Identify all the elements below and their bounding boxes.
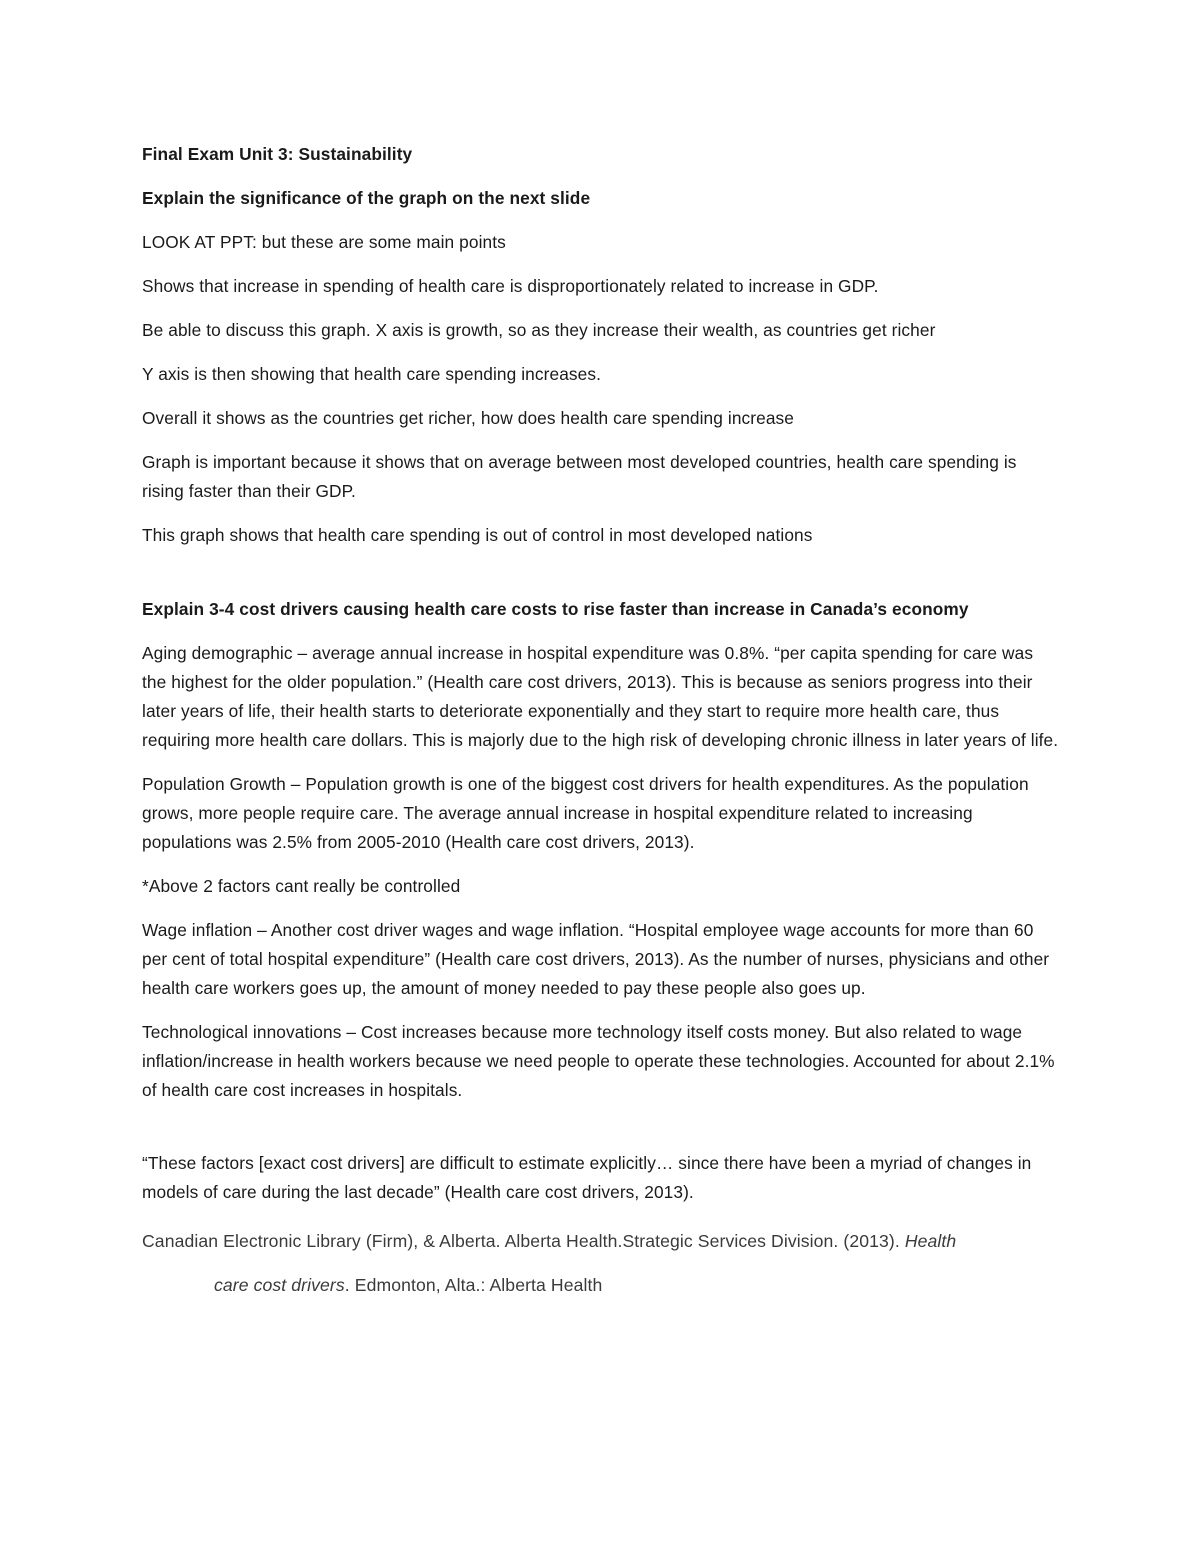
paragraph: LOOK AT PPT: but these are some main points bbox=[142, 232, 506, 252]
reference-line1 bbox=[142, 1227, 1062, 1256]
paragraph: Be able to discuss this graph. X axis is growth, so as they increase their wealth, as countries get richer bbox=[142, 320, 936, 340]
paragraph: Shows that increase in spending of health care is disproportionately related to increase in GDP. bbox=[142, 276, 879, 296]
section1-heading: Explain the significance of the graph on the next slide bbox=[142, 188, 591, 208]
paragraph: *Above 2 factors cant really be controlled bbox=[142, 876, 461, 896]
reference-authors: Canadian Electronic Library (Firm), & Alberta. Alberta Health.Strategic Services Division. (2013). bbox=[142, 1231, 905, 1251]
paragraph: Aging demographic – average annual increase in hospital expenditure was 0.8%. “per capita spending for care was the highest for the older population.” (Health care cost drivers, 2013). This is because as seniors progress into their later years of life, their health starts to deteriorate exponentially and they start to require more health care, thus requiring more health care dollars. This is majorly due to the high risk of developing chronic illness in later years of life. bbox=[142, 643, 1059, 750]
paragraph: This graph shows that health care spending is out of control in most developed nations bbox=[142, 525, 813, 545]
reference-title-part2: care cost drivers bbox=[214, 1275, 345, 1295]
paragraph: Technological innovations – Cost increases because more technology itself costs money. But also related to wage inflation/increase in health workers because we need people to operate these technologies. Accounted for about 2.1% of health care cost increases in hospitals. bbox=[142, 1022, 1055, 1100]
quote-paragraph: “These factors [exact cost drivers] are difficult to estimate explicitly… since there have been a myriad of changes in models of care during the last decade” (Health care cost drivers, 2013). bbox=[142, 1153, 1032, 1202]
reference-publisher: . Edmonton, Alta.: Alberta Health bbox=[344, 1275, 603, 1295]
reference-title-part1: Health bbox=[904, 1231, 957, 1251]
paragraph: Overall it shows as the countries get richer, how does health care spending increase bbox=[142, 408, 794, 428]
paragraph: Wage inflation – Another cost driver wages and wage inflation. “Hospital employee wage accounts for more than 60 per cent of total hospital expenditure” (Health care cost drivers, 2013). As the number of nurses, physicians and other health care workers goes up, the amount of money needed to pay these people also goes up. bbox=[142, 920, 1050, 998]
document-title: Final Exam Unit 3: Sustainability bbox=[142, 144, 413, 164]
paragraph: Y axis is then showing that health care spending increases. bbox=[142, 364, 602, 384]
reference-line2 bbox=[142, 1271, 1062, 1300]
paragraph: Population Growth – Population growth is one of the biggest cost drivers for health expenditures. As the population grows, more people require care. The average annual increase in hospital expenditure related to increasing populations was 2.5% from 2005-2010 (Health care cost drivers, 2013). bbox=[142, 774, 1029, 852]
document-body bbox=[142, 140, 1062, 1315]
section2-heading: Explain 3-4 cost drivers causing health care costs to rise faster than increase in Canada’s economy bbox=[142, 599, 969, 619]
paragraph: Graph is important because it shows that on average between most developed countries, health care spending is rising faster than their GDP. bbox=[142, 452, 1017, 501]
